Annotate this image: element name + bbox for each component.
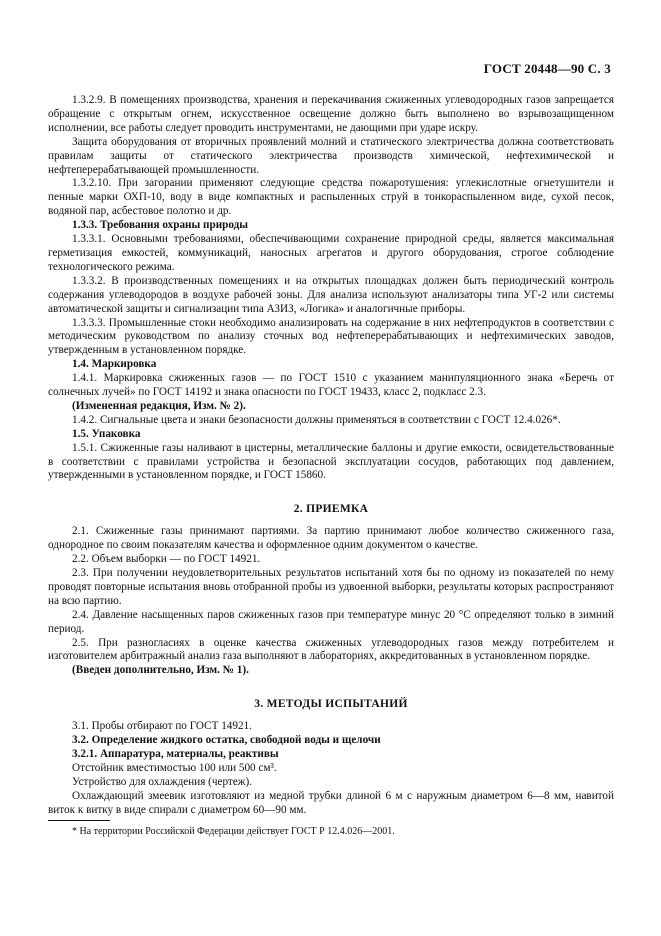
paragraph-2-1: 2.1. Сжиженные газы принимают партиями. За партию принимают любое количество сжиженного газа, однородное по своим показателям качества и оформленное одним документом о качестве. xyxy=(48,525,614,552)
paragraph-settler: Отстойник вместимостью 100 или 500 см³. xyxy=(72,761,277,774)
paragraph-3-1: 3.1. Пробы отбирают по ГОСТ 14921. xyxy=(72,720,252,733)
paragraph-1-3-3-1: 1.3.3.1. Основными требованиями, обеспечивающими сохранение природной среды, является максимальная герметизация емкостей, коммуникаций, наносных агрегатов и другого оборудования, строгое соблюдение технологического режима. xyxy=(48,233,614,273)
paragraph-lightning-protection: Защита оборудования от вторичных проявлений молний и статического электричества должна соответствовать правилам защиты от статического электричества производств химической, нефтехимической и нефтеперерабатывающей промышленности. xyxy=(48,135,614,176)
paragraph-1-3-3-2: 1.3.3.2. В производственных помещениях и на открытых площадках должен быть периодический контроль содержания углеводородов в воздухе рабочей зоны. Для анализа используют анализаторы типа УГ-2 или системы автоматической защиты и сигнализации типа АЗИЗ, «Логика» и аналогичные приборы. xyxy=(48,274,614,315)
paragraph-1-4-1: 1.4.1. Маркировка сжиженных газов — по ГОСТ 1510 с указанием манипуляционного знака «Беречь от солнечных лучей» по ГОСТ 14192 и знака опасности по ГОСТ 19433, класс 2, подкласс 2.3. xyxy=(48,372,614,399)
section-title-test-methods: 3. МЕТОДЫ ИСПЫТАНИЙ xyxy=(254,698,408,711)
amendment-note-1: (Введен дополнительно, Изм. № 1). xyxy=(72,664,249,677)
paragraph-1-3-2-10: 1.3.2.10. При загорании применяют следующие средства пожаротушения: углекислотные огнетушители и пенные марки ОХП-10, воду в виде компактных и распыленных струй в тонкораспыленном виде, сухой песок, водяной пар, асбестовое полотно и др. xyxy=(48,177,614,218)
heading-1-3-3: 1.3.3. Требования охраны природы xyxy=(72,219,249,232)
paragraph-2-5: 2.5. При разногласиях в оценке качества сжиженных углеводородных газов между потребителем и изготовителем арбитражный анализ газа выполняют в лабораториях, аккредитованных в установленном порядке. xyxy=(48,636,614,663)
paragraph-1-4-2: 1.4.2. Сигнальные цвета и знаки безопасности должны применяться в соответствии с ГОСТ 12.4.026*. xyxy=(72,413,561,426)
paragraph-1-5-1: 1.5.1. Сжиженные газы наливают в цистерны, металлические баллоны и другие емкости, освидетельствованные в соответствии с правилами устройства и безопасной эксплуатации сосудов, работающих под давлением, утвержденными в установленном порядке, и ГОСТ 15860. xyxy=(48,441,614,482)
heading-3-2: 3.2. Определение жидкого остатка, свободной воды и щелочи xyxy=(72,734,381,747)
heading-1-4: 1.4. Маркировка xyxy=(72,358,157,371)
page-header: ГОСТ 20448—90 С. 3 xyxy=(483,61,611,76)
heading-1-5: 1.5. Упаковка xyxy=(72,427,141,440)
paragraph-cooling-coil: Охлаждающий змеевик изготовляют из медной трубки длиной 6 м с наружным диаметром 6—8 мм, навитой виток к витку в виде спирали с диаметром 60—90 мм. xyxy=(48,789,614,816)
footnote: * На территории Российской Федерации действует ГОСТ Р 12.4.026—2001. xyxy=(72,826,395,837)
amendment-note-2: (Измененная редакция, Изм. № 2). xyxy=(72,399,246,412)
section-title-acceptance: 2. ПРИЕМКА xyxy=(293,503,369,516)
footnote-divider xyxy=(48,820,110,821)
paragraph-1-3-2-9: 1.3.2.9. В помещениях производства, хранения и перекачивания сжиженных углеводородных газов запрещается обращение с открытым огнем, искусственное освещение должно быть выполнено во взрывозащищенном исполнении, все работы следует проводить инструментами, не дающими при ударе искру. xyxy=(48,94,614,134)
paragraph-2-4: 2.4. Давление насыщенных паров сжиженных газов при температуре минус 20 °С определяют только в зимний период. xyxy=(48,608,614,635)
document-body xyxy=(48,94,614,818)
paragraph-2-3: 2.3. При получении неудовлетворительных результатов испытаний хотя бы по одному из показателей по нему проводят повторные испытания вновь отобранной пробы из удвоенной выборки, результаты которых распространяют на всю партию. xyxy=(48,567,614,607)
paragraph-cooling-device: Устройство для охлаждения (чертеж). xyxy=(72,775,253,788)
heading-3-2-1: 3.2.1. Аппаратура, материалы, реактивы xyxy=(72,747,279,760)
paragraph-2-2: 2.2. Объем выборки — по ГОСТ 14921. xyxy=(72,553,261,566)
paragraph-1-3-3-3: 1.3.3.3. Промышленные стоки необходимо анализировать на содержание в них нефтепродуктов в соответствии с методическим руководством по анализу сточных вод нефтеперерабатывающих и нефтехимических заводов, утвержденным в установленном порядке. xyxy=(48,316,614,357)
